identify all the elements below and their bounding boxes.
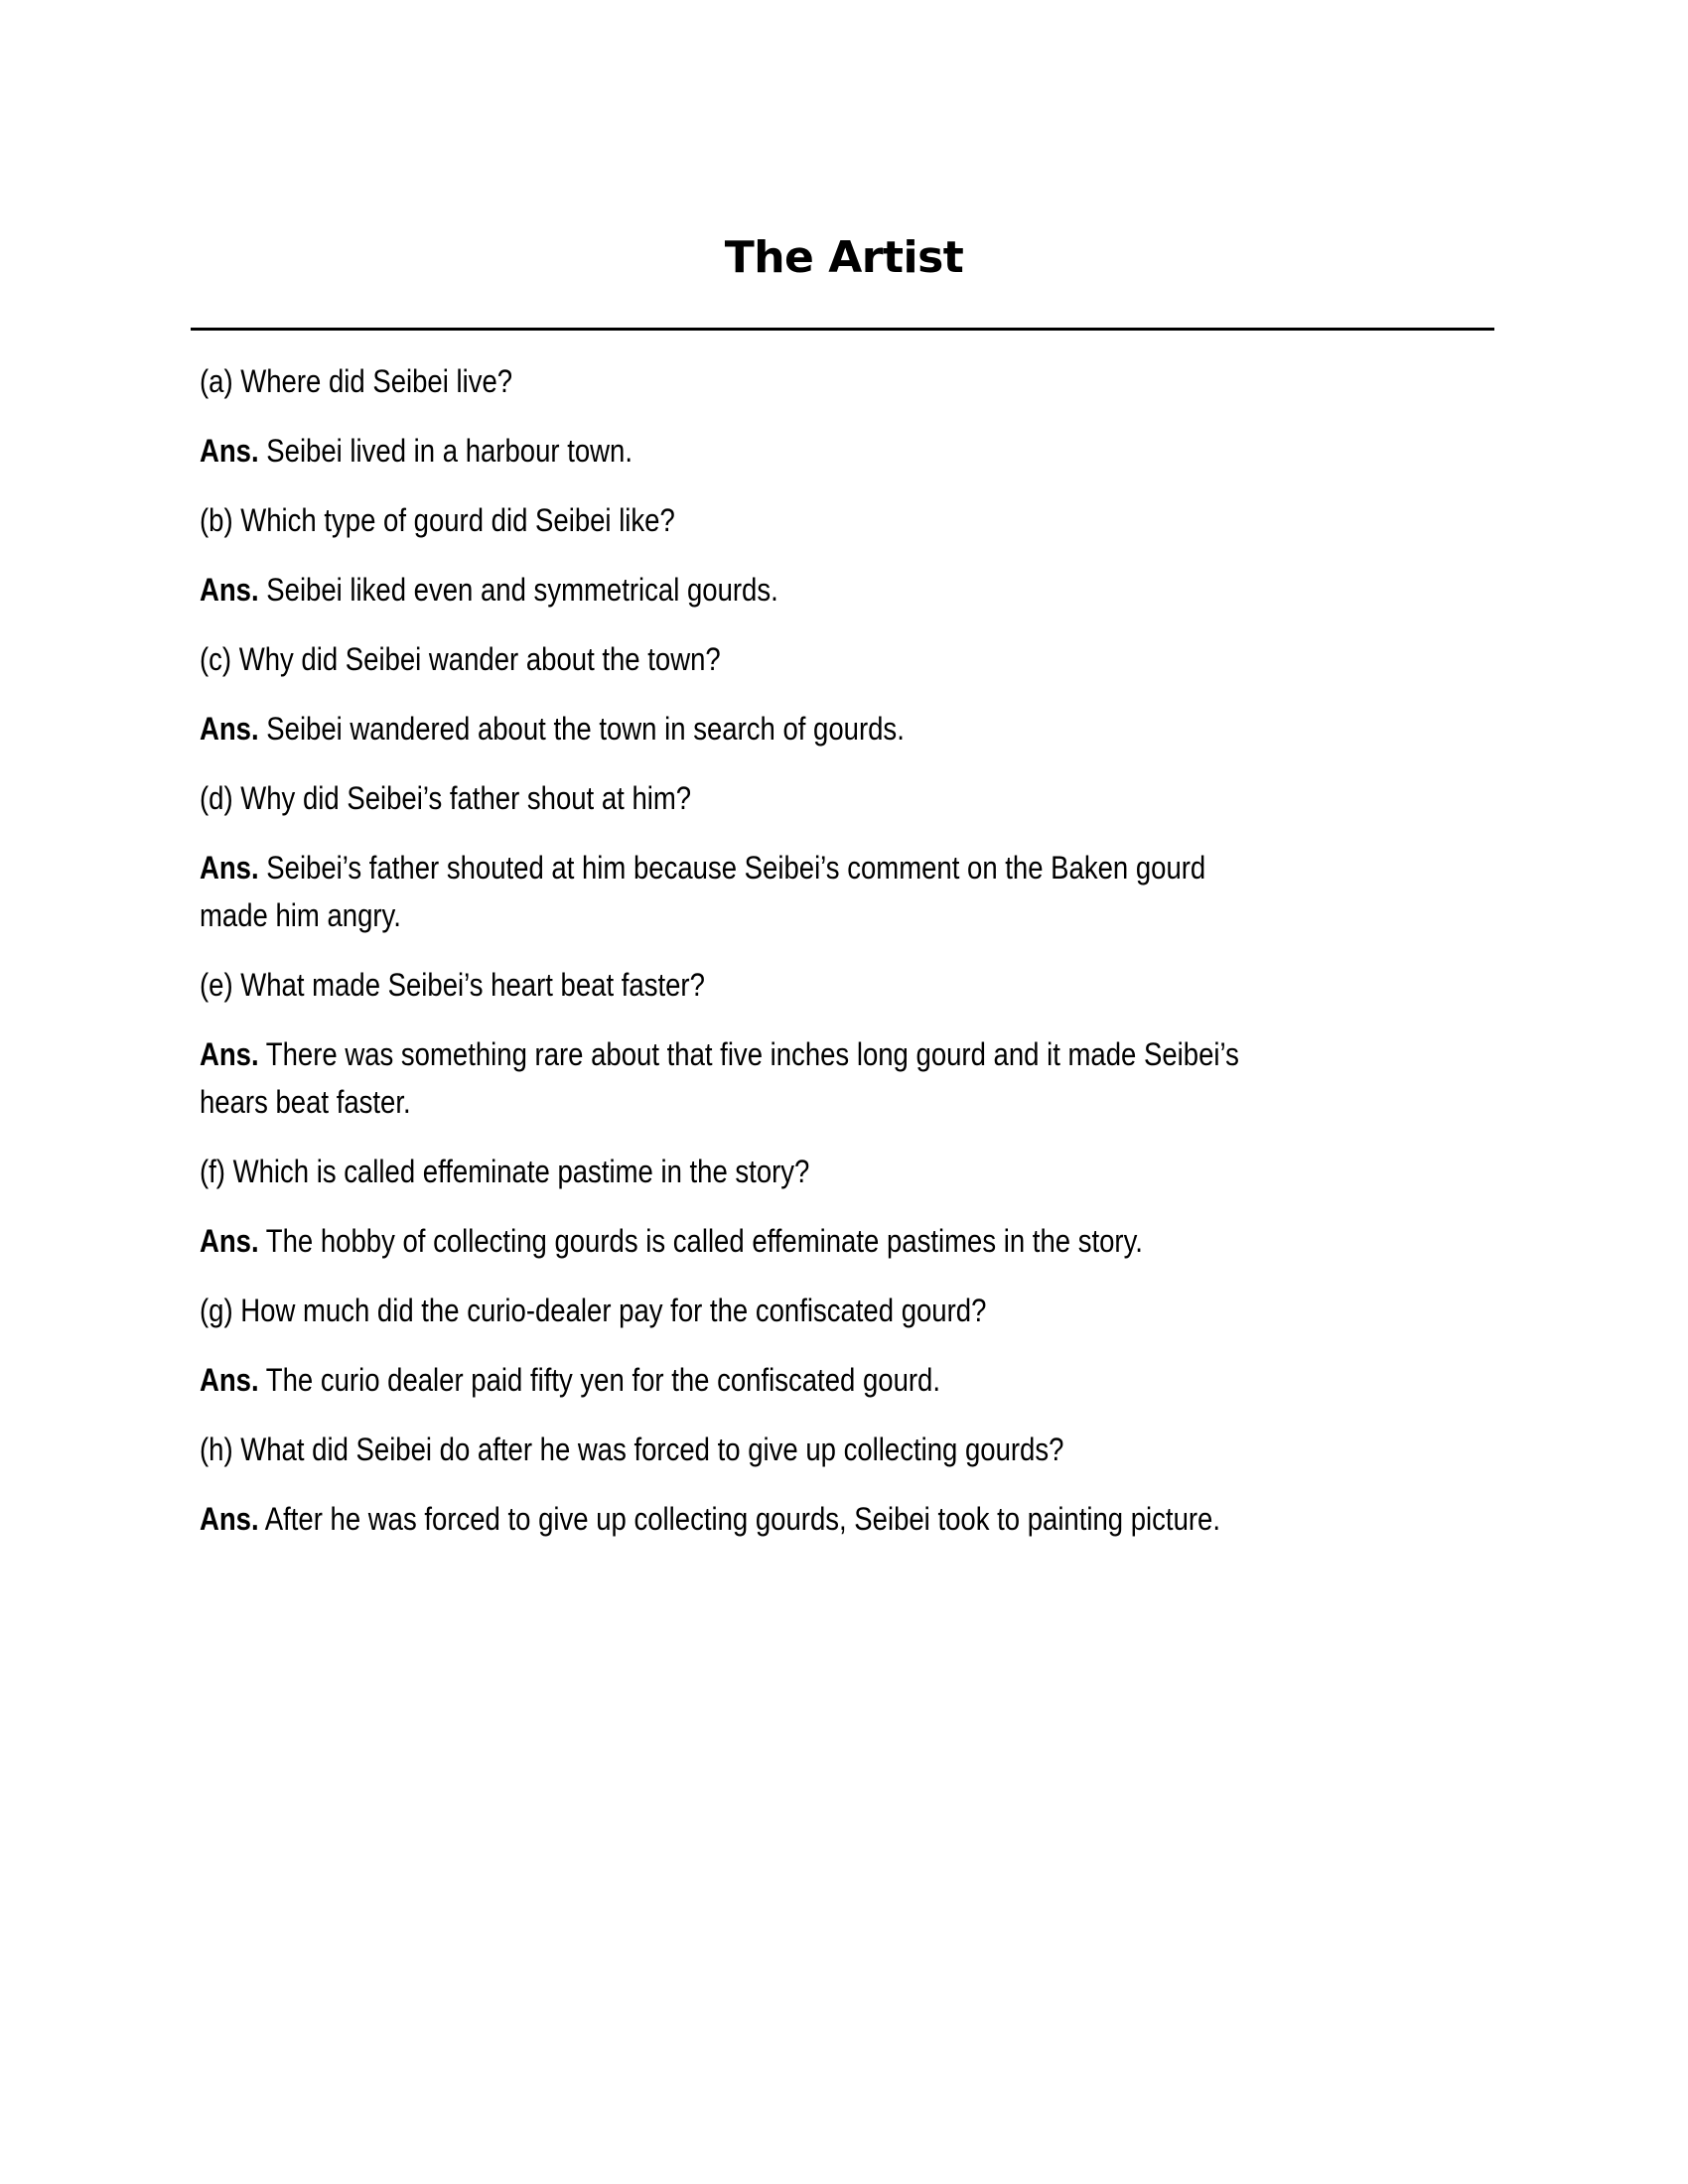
question-text: (f) Which is called effeminate pastime in the story? xyxy=(200,1154,810,1189)
answer-line xyxy=(200,1030,1395,1078)
answer-e xyxy=(200,1030,1590,1126)
answer-line xyxy=(200,844,1395,891)
question-a xyxy=(200,357,1590,405)
answer-line-continued: hears beat faster. xyxy=(200,1084,411,1120)
answer-line xyxy=(200,566,1395,614)
answer-a xyxy=(200,427,1590,475)
answer-text: Seibei liked even and symmetrical gourds. xyxy=(266,572,778,608)
question-text: (e) What made Seibei’s heart beat faster? xyxy=(200,967,705,1003)
answer-line xyxy=(200,1217,1395,1265)
answer-text: After he was forced to give up collecting gourds, Seibei took to painting picture. xyxy=(264,1501,1220,1537)
question-g xyxy=(200,1287,1590,1334)
answer-text: Seibei wandered about the town in search of gourds. xyxy=(266,711,905,747)
question-h xyxy=(200,1426,1590,1473)
answer-line xyxy=(200,1495,1395,1543)
answer-line xyxy=(200,705,1395,752)
page-title: The Artist xyxy=(724,232,964,284)
answer-label: Ans. xyxy=(200,1036,259,1072)
question-text: (a) Where did Seibei live? xyxy=(200,363,513,399)
answer-line xyxy=(200,1356,1395,1404)
question-text: (h) What did Seibei do after he was forced to give up collecting gourds? xyxy=(200,1432,1064,1467)
answer-label: Ans. xyxy=(200,433,259,469)
answer-label: Ans. xyxy=(200,572,259,608)
answer-text: Seibei’s father shouted at him because Seibei’s comment on the Baken gourd xyxy=(266,850,1206,886)
answer-label: Ans. xyxy=(200,1362,259,1398)
question-f xyxy=(200,1148,1590,1195)
question-d xyxy=(200,774,1590,822)
answer-text: The hobby of collecting gourds is called effeminate pastimes in the story. xyxy=(265,1223,1143,1259)
answer-line-continued: made him angry. xyxy=(200,897,401,933)
answer-label: Ans. xyxy=(200,1223,259,1259)
answer-label: Ans. xyxy=(200,1501,259,1537)
answer-b xyxy=(200,566,1590,614)
answer-text: Seibei lived in a harbour town. xyxy=(266,433,633,469)
question-b xyxy=(200,496,1590,544)
answer-line xyxy=(200,427,1395,475)
answer-h xyxy=(200,1495,1590,1543)
answer-text: The curio dealer paid fifty yen for the confiscated gourd. xyxy=(265,1362,940,1398)
qa-list xyxy=(200,357,1590,1565)
title-divider xyxy=(191,328,1494,331)
question-c xyxy=(200,635,1590,683)
answer-text: There was something rare about that five inches long gourd and it made Seibei’s xyxy=(265,1036,1239,1072)
question-text: (g) How much did the curio-dealer pay for the confiscated gourd? xyxy=(200,1293,987,1328)
question-e xyxy=(200,961,1590,1009)
question-text: (b) Which type of gourd did Seibei like? xyxy=(200,502,675,538)
question-text: (d) Why did Seibei’s father shout at him? xyxy=(200,780,692,816)
answer-f xyxy=(200,1217,1590,1265)
answer-label: Ans. xyxy=(200,711,259,747)
answer-g xyxy=(200,1356,1590,1404)
answer-c xyxy=(200,705,1590,752)
answer-d xyxy=(200,844,1590,939)
question-text: (c) Why did Seibei wander about the town? xyxy=(200,641,721,677)
answer-label: Ans. xyxy=(200,850,259,886)
